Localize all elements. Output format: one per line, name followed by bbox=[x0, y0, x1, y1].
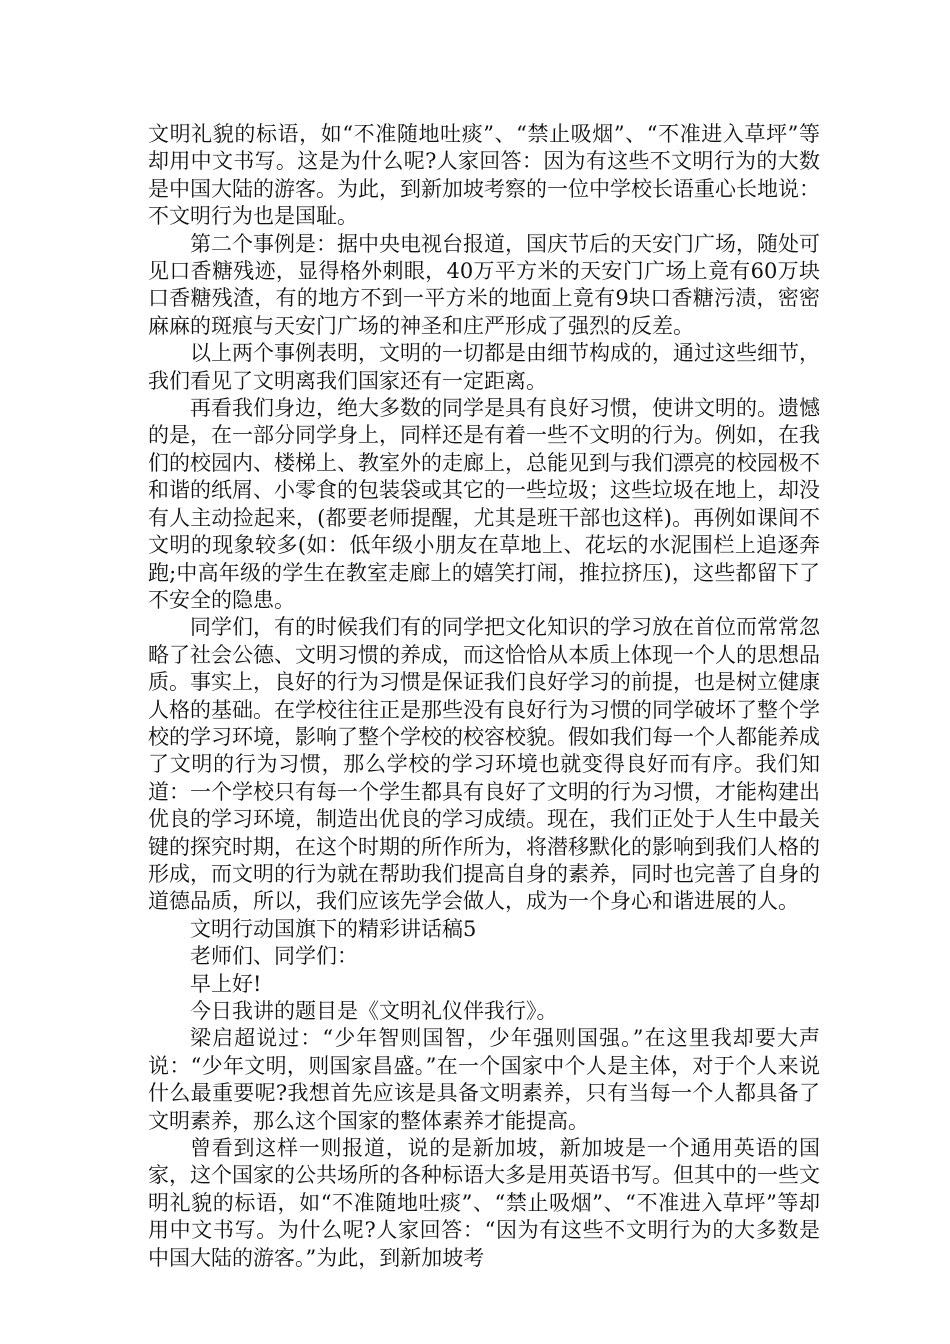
salutation: 老师们、同学们： bbox=[190, 944, 358, 969]
paragraph-1: 文明礼貌的标语，如“不准随地吐痰”、“禁止吸烟”、“不准进入草坪”等却用中文书写。这是为什么呢?人家回答：因为有这些不文明行为的大数是中国大陆的游客。为此，到新加坡考察的一位中学校长语重心长地说：不文明行为也是国耻。 bbox=[148, 122, 820, 229]
paragraph-3: 以上两个事例表明，文明的一切都是由细节构成的，通过这些细节，我们看见了文明离我们国家还有一定距离。 bbox=[148, 341, 820, 393]
paragraph-11: 曾看到这样一则报道，说的是新加坡，新加坡是一个通用英语的国家，这个国家的公共场所的各种标语大多是用英语书写。但其中的一些文明礼貌的标语，如“不准随地吐痰”、“禁止吸烟”、“不准进入草坪”等却用中文书写。为什么呢?人家回答：“因为有这些不文明行为的大多数是中国大陆的游客。”为此，到新加坡考 bbox=[148, 1136, 820, 1270]
paragraph-4: 再看我们身边，绝大多数的同学是具有良好习惯，使讲文明的。遗憾的是，在一部分同学身上，同样还是有着一些不文明的行为。例如，在我们的校园内、楼梯上、教室外的走廊上，总能见到与我们漂亮的校园极不和谐的纸屑、小零食的包装袋或其它的一些垃圾；这些垃圾在地上，却没有人主动捡起来，(都要老师提醒，尤其是班干部也这样)。再例如课间不文明的现象较多(如：低年级小朋友在草地上、花坛的水泥围栏上追逐奔跑;中高年级的学生在教室走廊上的嬉笑打闹，推拉挤压)，这些都留下了不安全的隐患。 bbox=[148, 396, 820, 612]
section-heading: 文明行动国旗下的精彩讲话稿5 bbox=[190, 916, 477, 941]
paragraph-2: 第二个事例是：据中央电视台报道，国庆节后的天安门广场，随处可见口香糖残迹，显得格外刺眼，40万平方米的天安门广场上竟有60万块口香糖残渣，有的地方不到一平方米的地面上竟有9块口香糖污渍，密密麻麻的斑痕与天安门广场的神圣和庄严形成了强烈的反差。 bbox=[148, 231, 820, 338]
speech-topic: 今日我讲的题目是《文明礼仪伴我行》。 bbox=[190, 999, 558, 1023]
greeting: 早上好! bbox=[190, 971, 262, 996]
paragraph-10: 梁启超说过：“少年智则国智，少年强则国强。”在这里我却要大声说：“少年文明，则国家昌盛。”在一个国家中个人是主体，对于个人来说什么最重要呢?我想首先应该是具备文明素养，只有当每一个人都具备了文明素养，那么这个国家的整体素养才能提高。 bbox=[148, 1026, 820, 1133]
document-body bbox=[148, 121, 820, 1272]
paragraph-5: 同学们，有的时候我们有的同学把文化知识的学习放在首位而常常忽略了社会公德、文明习惯的养成，而这恰恰从本质上体现一个人的思想品质。事实上，良好的行为习惯是保证我们良好学习的前提，也是树立健康人格的基础。在学校往往正是那些没有良好行为习惯的同学破坏了整个学校的学习环境，影响了整个学校的校容校貌。假如我们每一个人都能养成了文明的行为习惯，那么学校的学习环境也就变得良好而有序。我们知道：一个学校只有每一个学生都具有良好了文明的行为习惯，才能构建出优良的学习环境，制造出优良的学习成绩。现在，我们正处于人生中最关键的探究时期，在这个时期的所作所为，将潜移默化的影响到我们人格的形成，而文明的行为就在帮助我们提高自身的素养，同时也完善了自身的道德品质，所以，我们应该先学会做人，成为一个身心和谐进展的人。 bbox=[148, 615, 820, 914]
